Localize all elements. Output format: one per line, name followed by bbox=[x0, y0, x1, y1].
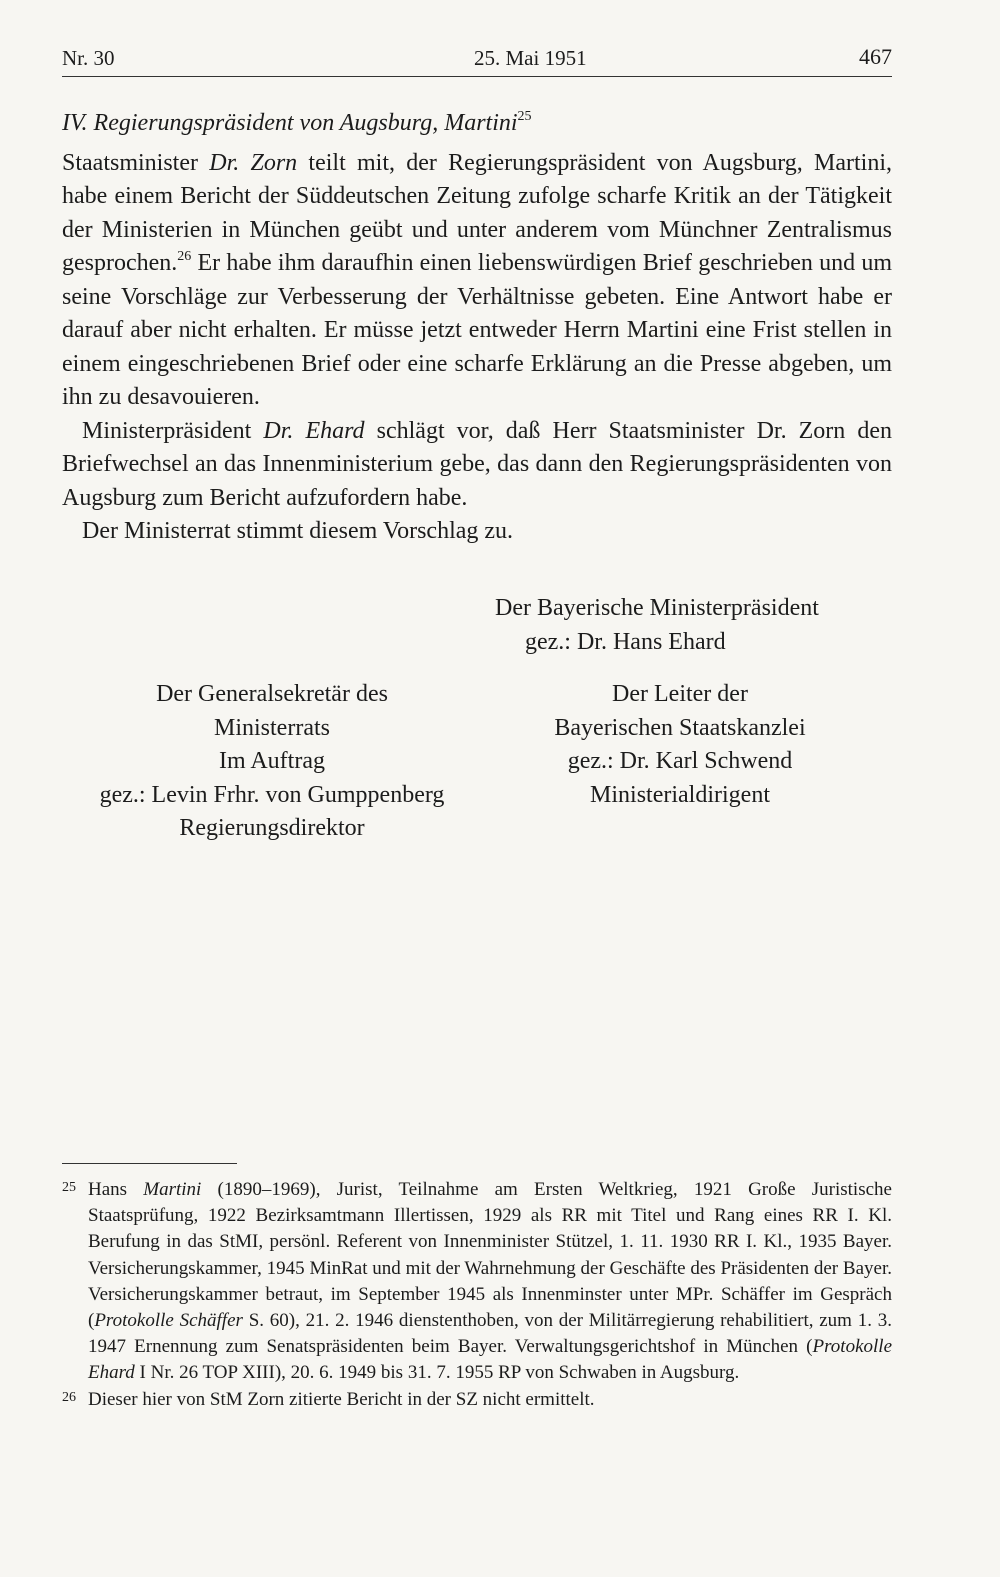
signature-gs-line2: Ministerrats bbox=[214, 714, 330, 741]
page-number: 467 bbox=[859, 44, 892, 69]
paragraph-zorn-part1: Staatsminister bbox=[62, 149, 210, 176]
signature-ministerpraesident bbox=[495, 592, 895, 659]
paragraph-zorn bbox=[62, 147, 892, 415]
footnote-25-part1: Hans bbox=[88, 1179, 144, 1200]
footnote-25-name: Martini bbox=[143, 1179, 202, 1200]
footnote-divider bbox=[62, 1163, 237, 1164]
signature-sk-rank: Ministerialdirigent bbox=[590, 781, 770, 808]
signature-staatskanzlei bbox=[520, 678, 840, 812]
footnote-25-ref-ehard: Protokolle Ehard bbox=[88, 1336, 892, 1384]
footnote-26 bbox=[62, 1387, 892, 1413]
signature-gs-rank: Regierungsdirektor bbox=[179, 815, 365, 841]
running-header bbox=[62, 42, 892, 77]
paragraph-zorn-part3: Er habe ihm daraufhin einen liebenswürdigen Brief geschrieben und um seine Vorschläge zur Verbesserung der Verhältnisse gebeten. Eine Antwort habe er darauf aber nicht erhalten. Er müsse jetzt entweder Herrn Martini eine Frist stellen in einem eingeschriebenen Brief oder eine scharfe Erklärung an die Presse abgeben, um ihn zu desavouieren. bbox=[62, 250, 892, 410]
speaker-name-zorn: Dr. Zorn bbox=[209, 149, 298, 176]
signature-sk-line2: Bayerischen Staatskanzlei bbox=[554, 714, 806, 741]
footnote-25-part3: S. 60), 21. 2. 1946 dienstenthoben, von der Militärregierung rehabilitiert, zum 1. 3. 1947 Ernennung zum Senatspräsidenten beim Bayer. Verwaltungsgerichtshof in München ( bbox=[88, 1310, 892, 1358]
footnote-number-26: 26 bbox=[62, 1389, 76, 1405]
footnotes bbox=[62, 1177, 892, 1413]
signature-sk-name: gez.: Dr. Karl Schwend bbox=[567, 748, 793, 774]
header-date: 25. Mai 1951 bbox=[474, 46, 587, 70]
footnote-25-part2: (1890–1969), Jurist, Teilnahme am Ersten Weltkrieg, 1921 Große Juristische Staatsprüfung, 1922 Bezirksamtmann Illertissen, 1929 als RR mit Titel und Rang eines RR I. Kl. Berufung in das StMI, persönl. Referent von Innenminister Stützel, 1. 11. 1930 RR I. Kl., 1935 Bayer. Versicherungskammer, 1945 MinRat und mit der Wahrnehmung der Geschäfte des Präsidenten der Bayer. Versicherungskammer betraut, im September 1945 als Innenminster unter MPr. Schäffer im Gespräch ( bbox=[88, 1179, 892, 1332]
footnote-25-part4: I Nr. 26 TOP XIII), 20. 6. 1949 bis 31. 7. 1955 RP von Schwaben in Augsburg. bbox=[134, 1362, 740, 1384]
signature-mp-name: gez.: Dr. Hans Ehard bbox=[525, 628, 726, 655]
footnote-ref-25: 25 bbox=[517, 109, 532, 124]
footnote-25-ref-schaeffer: Protokolle Schäffer bbox=[94, 1310, 243, 1332]
signature-mp-title: Der Bayerische Ministerpräsident bbox=[495, 595, 819, 621]
signature-gs-line3: Im Auftrag bbox=[219, 748, 325, 774]
signature-generalsekretaer bbox=[62, 678, 482, 846]
paragraph-ehard-part1: Ministerpräsident bbox=[82, 417, 264, 444]
signature-sk-line1: Der Leiter der bbox=[612, 681, 748, 707]
section-title-text: IV. Regierungspräsident von Augsburg, Martini bbox=[62, 110, 518, 136]
section-title bbox=[62, 100, 892, 141]
paragraph-ehard-part2: schlägt vor, daß Herr Staatsminister Dr. Zorn den Briefwechsel an das Innenministerium gebe, das dann den Regierungspräsidenten von Augsburg zum Bericht aufzufordern habe. bbox=[62, 417, 892, 511]
signature-gs-name: gez.: Levin Frhr. von Gumppenberg bbox=[99, 781, 445, 808]
issue-number: Nr. 30 bbox=[62, 46, 115, 70]
main-text bbox=[62, 100, 892, 549]
footnote-26-text: Dieser hier von StM Zorn zitierte Bericht in der SZ nicht ermittelt. bbox=[88, 1388, 595, 1410]
footnote-number-25: 25 bbox=[62, 1180, 76, 1195]
paragraph-zorn-part2: teilt mit, der Regierungspräsident von Augsburg, Martini, habe einem Bericht der Süddeutschen Zeitung zufolge scharfe Kritik an der Tätigkeit der Ministerien in München geübt und unter anderem vom Münchner Zentralismus gesprochen. bbox=[62, 149, 893, 276]
footnote-ref-26: 26 bbox=[177, 249, 192, 264]
speaker-name-ehard: Dr. Ehard bbox=[263, 417, 365, 444]
signature-gs-line1: Der Generalsekretär des bbox=[156, 681, 388, 707]
paragraph-decision: Der Ministerrat stimmt diesem Vorschlag zu. bbox=[82, 518, 514, 544]
paragraph-ehard bbox=[62, 415, 892, 516]
footnote-25 bbox=[62, 1177, 892, 1387]
